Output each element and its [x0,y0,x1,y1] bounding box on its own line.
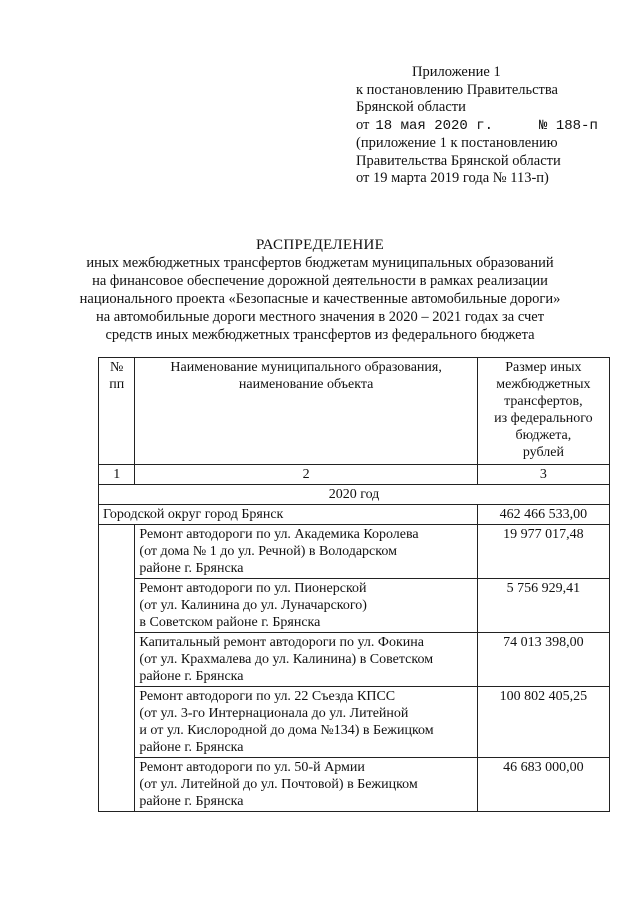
annex-line: к постановлению Правительства [356,81,558,98]
object-name [135,579,477,633]
header-num-line: № [110,360,124,375]
table-row [99,758,610,812]
annex-line: Правительства Брянской области [356,152,561,169]
annex-date: 18 мая 2020 г. [375,117,494,134]
heading-line: на финансовое обеспечение дорожной деятельности в рамках реализации [92,273,548,289]
table-row [99,579,610,633]
table-row [99,687,610,758]
object-name [135,633,477,687]
object-line: (от ул. 3-го Интернационала до ул. Литейной [139,706,409,721]
object-line: и от ул. Кислородной до дома №134) в Бежицком [139,723,434,738]
annex-from-label: от [356,116,370,133]
empty-num-cell [99,525,135,812]
header-num-line: пп [109,377,125,392]
header-amount-line: из федерального [494,411,593,426]
object-line: Ремонт автодороги по ул. 22 Съезда КПСС [139,689,396,704]
heading-line: на автомобильные дороги местного значения в 2020 – 2021 годах за счет [95,309,545,325]
table-row [99,525,610,579]
header-amount-line: межбюджетных [496,377,591,392]
header-name-line: наименование объекта [238,377,374,392]
header-name-line: Наименование муниципального образования, [170,360,442,375]
heading-line: иных межбюджетных трансфертов бюджетам муниципальных образований [86,255,554,271]
district-name: Городской округ город Брянск [99,505,478,525]
object-line: Ремонт автодороги по ул. 50-й Армии [139,760,365,775]
column-number-row [99,465,610,485]
object-line: (от ул. Крахмалева до ул. Калинина) в Советском [139,652,434,667]
object-amount: 74 013 398,00 [477,633,609,687]
district-amount: 462 466 533,00 [477,505,609,525]
object-amount: 5 756 929,41 [477,579,609,633]
header-name [135,358,477,465]
header-amount-line: Размер иных [505,360,582,375]
object-line: (от ул. Литейной до ул. Почтовой) в Бежицком [139,777,418,792]
year-row [99,485,610,505]
annex-line: (приложение 1 к постановлению [356,135,558,151]
object-amount: 100 802 405,25 [477,687,609,758]
header-amount [477,358,609,465]
table-header-row [99,358,610,465]
heading-line: национального проекта «Безопасные и качественные автомобильные дороги» [79,291,561,307]
object-amount: 46 683 000,00 [477,758,609,812]
object-line: районе г. Брянска [139,794,244,809]
heading-line: средств иных межбюджетных трансфертов из федерального бюджета [105,327,535,343]
object-line: районе г. Брянска [139,561,244,576]
object-line: районе г. Брянска [139,740,244,755]
object-name [135,687,477,758]
object-line: Капитальный ремонт автодороги по ул. Фокина [139,635,424,650]
header-num [99,358,135,465]
annex-title: Приложение 1 [412,64,501,80]
object-line: в Советском районе г. Брянска [139,615,321,630]
annex-line: Брянской области [356,99,466,115]
object-name [135,758,477,812]
column-number: 1 [99,465,135,485]
district-row [99,505,610,525]
annex-number: № 188-п [539,117,598,134]
document-heading [0,236,640,344]
header-amount-line: трансфертов, [504,394,583,409]
object-line: Ремонт автодороги по ул. Пионерской [139,581,367,596]
document-title: РАСПРЕДЕЛЕНИЕ [255,237,385,253]
header-amount-line: бюджета, [515,428,572,443]
object-line: (от ул. Калинина до ул. Луначарского) [139,598,367,613]
object-line: (от дома № 1 до ул. Речной) в Володарском [139,544,397,559]
year-label: 2020 год [99,485,610,505]
table-row [99,633,610,687]
object-line: районе г. Брянска [139,669,244,684]
distribution-table [98,357,610,812]
object-amount: 19 977 017,48 [477,525,609,579]
object-line: Ремонт автодороги по ул. Академика Королева [139,527,419,542]
column-number: 3 [477,465,609,485]
annex-block [356,64,626,188]
annex-date-line [356,117,626,136]
column-number: 2 [135,465,477,485]
header-amount-line: рублей [522,445,564,460]
annex-line: от 19 марта 2019 года № 113-п) [356,170,549,186]
object-name [135,525,477,579]
